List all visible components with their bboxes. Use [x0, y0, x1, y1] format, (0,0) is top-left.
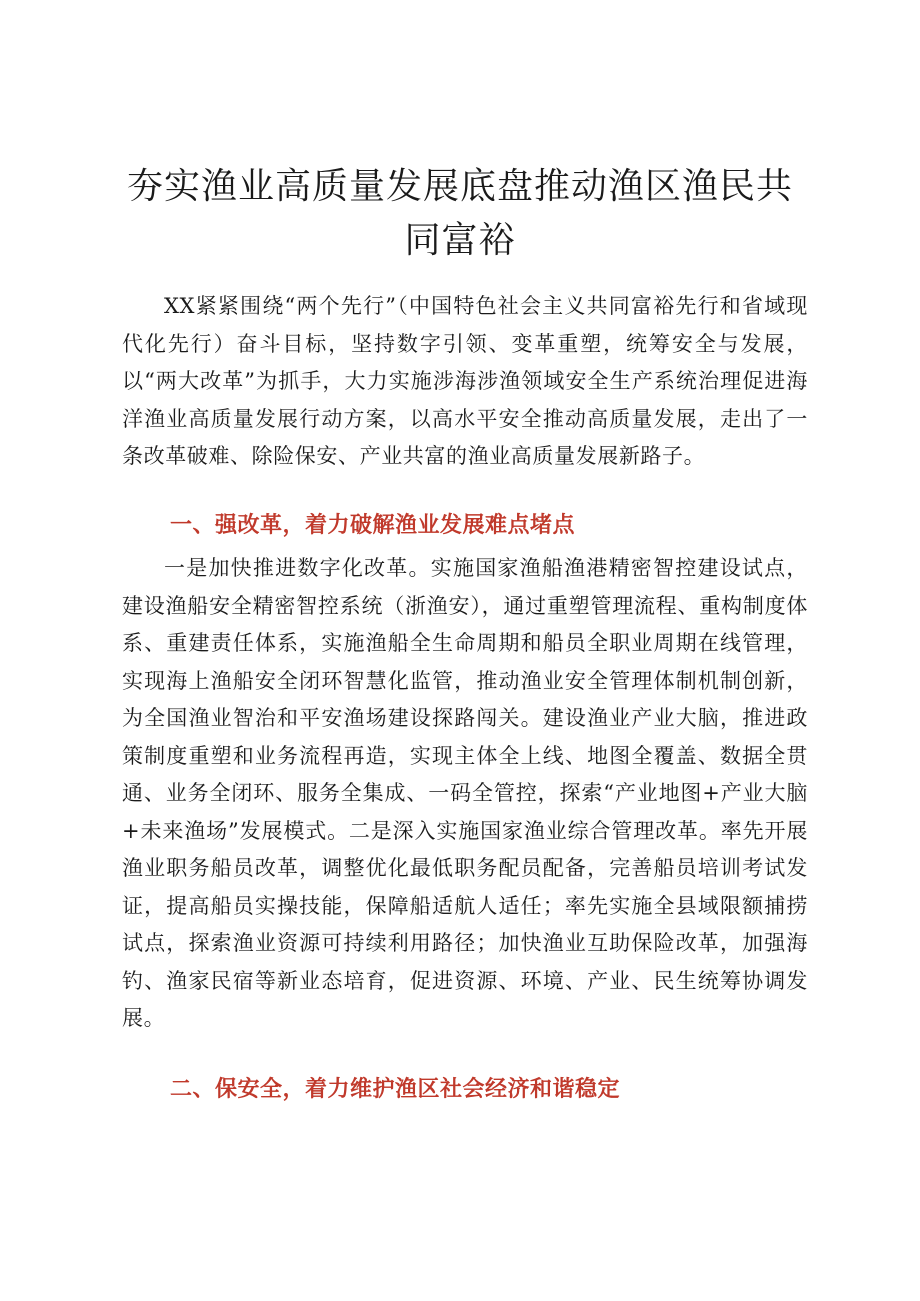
intro-paragraph: XX紧紧围绕“两个先行”（中国特色社会主义共同富裕先行和省域现代化先行）奋斗目标，坚持数字引领、变革重塑，统筹安全与发展，以“两大改革”为抓手，大力实施涉海涉渔领域安全生产系统治理促进海洋渔业高质量发展行动方案，以高水平安全推动高质量发展，走出了一条改革破难、除险保安、产业共富的渔业高质量发展新路子。: [122, 294, 808, 468]
document-title: 夯实渔业高质量发展底盘推动渔区渔民共同富裕: [126, 166, 793, 261]
section-1-paragraph: 一是加快推进数字化改革。实施国家渔船渔港精密智控建设试点，建设渔船安全精密智控系统（浙渔安），通过重塑管理流程、重构制度体系、重建责任体系，实施渔船全生命周期和船员全职业周期在线管理，实现海上渔船安全闭环智慧化监管，推动渔业安全管理体制机制创新，为全国渔业智治和平安渔场建设探路闯关。建设渔业产业大脑，推进政策制度重塑和业务流程再造，实现主体全上线、地图全覆盖、数据全贯通、业务全闭环、服务全集成、一码全管控，探索“产业地图+产业大脑+未来渔场”发展模式。二是深入实施国家渔业综合管理改革。率先开展渔业职务船员改革，调整优化最低职务配员配备，完善船员培训考试发证，提高船员实操技能，保障船适航人适任；率先实施全县域限额捕捞试点，探索渔业资源可持续利用路径；加快渔业互助保险改革，加强海钓、渔家民宿等新业态培育，促进资源、环境、产业、民生统筹协调发展。: [122, 556, 808, 1030]
section-1-heading: 一、强改革，着力破解渔业发展难点堵点: [170, 513, 576, 538]
section-2-heading: 二、保安全，着力维护渔区社会经济和谐稳定: [170, 1077, 621, 1102]
